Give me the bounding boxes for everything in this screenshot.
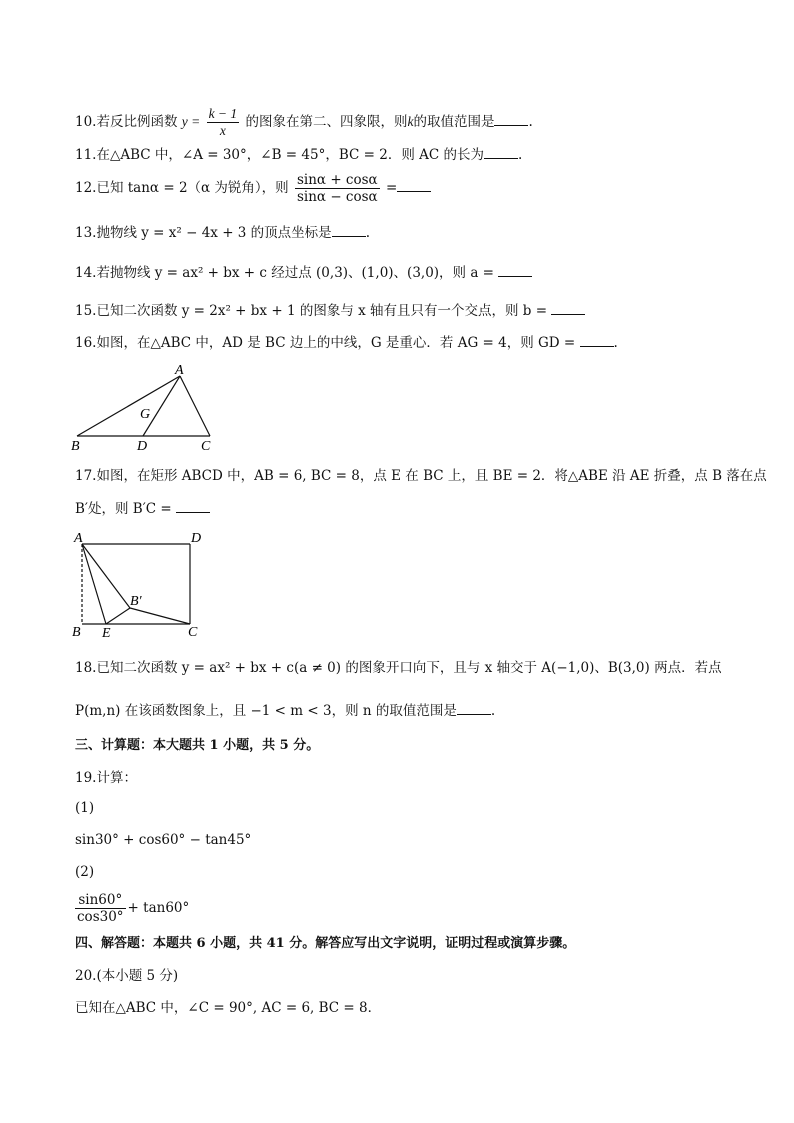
q12-fraction bbox=[295, 172, 380, 205]
q19-part-2-expression bbox=[75, 892, 189, 925]
q20-title: 20.(本小题 5 分) bbox=[75, 968, 179, 984]
q13-end: . bbox=[365, 225, 370, 241]
question-11 bbox=[75, 144, 522, 165]
q10-text-post: 的取值范围是 bbox=[413, 114, 495, 130]
q10-variable: k bbox=[407, 114, 414, 129]
fig16-median-ad bbox=[143, 376, 180, 436]
question-18-line-1 bbox=[75, 658, 722, 678]
question-16 bbox=[75, 332, 618, 353]
q15-text: 15.已知二次函数 y = 2x² + bx + 1 的图象与 x 轴有且只有一个交点，则 b = bbox=[75, 303, 548, 319]
q10-fraction bbox=[207, 106, 240, 139]
q10-text: 10.若反比例函数 bbox=[75, 114, 178, 130]
q12-denominator: sinα − cosα bbox=[296, 189, 378, 205]
q10-answer-blank[interactable] bbox=[494, 111, 528, 126]
q10-text-mid: 的图象在第二、四象限，则 bbox=[245, 114, 408, 130]
q19-part-1-label: (1) bbox=[75, 800, 95, 816]
q10-numerator: k − 1 bbox=[208, 106, 238, 121]
fig16-label-d: D bbox=[137, 439, 148, 454]
q13-answer-blank[interactable] bbox=[332, 222, 366, 237]
question-13 bbox=[75, 222, 370, 243]
q14-text: 14.若抛物线 y = ax² + bx + c 经过点 (0,3)、(1,0)、(3,0)，则 a = bbox=[75, 265, 494, 281]
fig17-label-d: D bbox=[191, 531, 202, 546]
q18-answer-blank[interactable] bbox=[457, 700, 491, 715]
q19-tail: + tan60° bbox=[127, 900, 190, 916]
section-4-heading: 四、解答题：本题共 6 小题，共 41 分。解答应写出文字说明，证明过程或演算步骤。 bbox=[75, 936, 576, 951]
q18-end: . bbox=[490, 703, 496, 719]
q17-text: 17.如图，在矩形 ABCD 中，AB = 6, BC = 8，点 E 在 BC 上，且 BE = 2．将△ABE 沿 AE 折叠，点 B 落在点 bbox=[75, 468, 767, 484]
q11-text: 11.在△ABC 中，∠A = 30°，∠B = 45°，BC = 2．则 AC 的长为 bbox=[75, 147, 484, 163]
q12-text: 12.已知 tanα = 2（α 为锐角），则 bbox=[75, 180, 289, 196]
fig17-line-ab-prime bbox=[82, 544, 130, 608]
q14-answer-blank[interactable] bbox=[498, 262, 532, 277]
q11-answer-blank[interactable] bbox=[484, 144, 518, 159]
q19-part-2-label: (2) bbox=[75, 864, 95, 880]
fig17-line-b-prime-c bbox=[130, 608, 190, 624]
question-18-line-2 bbox=[75, 700, 495, 721]
fig16-label-c: C bbox=[201, 439, 211, 454]
fig16-label-g: G bbox=[140, 407, 151, 422]
fig16-label-a: A bbox=[175, 363, 184, 378]
question-12 bbox=[75, 172, 431, 205]
q18-text-2: P(m,n) 在该函数图象上，且 −1 < m < 3，则 n 的取值范围是 bbox=[75, 703, 457, 719]
question-17-line-1 bbox=[75, 466, 767, 486]
fig17-label-a: A bbox=[74, 531, 83, 546]
question-10 bbox=[75, 106, 533, 139]
q19-numerator: sin60° bbox=[75, 892, 126, 909]
q10-end: . bbox=[528, 114, 533, 130]
q12-equals: = bbox=[385, 180, 398, 196]
fig17-label-b: B bbox=[72, 625, 81, 640]
question-15 bbox=[75, 300, 585, 321]
fig17-label-c: C bbox=[188, 625, 198, 640]
q17-text-2: B′处，则 B′C = bbox=[75, 501, 172, 517]
q16-text: 16.如图，在△ABC 中，AD 是 BC 边上的中线，G 是重心．若 AG = 4，则 GD = bbox=[75, 335, 576, 351]
q10-function: y = bbox=[181, 114, 201, 129]
q15-answer-blank[interactable] bbox=[551, 300, 585, 315]
q18-text: 18.已知二次函数 y = ax² + bx + c(a ≠ 0) 的图象开口向下，且与 x 轴交于 A(−1,0)、B(3,0) 两点．若点 bbox=[75, 660, 722, 676]
q17-answer-blank[interactable] bbox=[176, 498, 210, 513]
question-14 bbox=[75, 262, 532, 283]
q19-part-1-expression: sin30° + cos60° − tan45° bbox=[75, 832, 252, 848]
q16-answer-blank[interactable] bbox=[580, 332, 614, 347]
q19-fraction bbox=[75, 892, 126, 925]
fig17-line-eb-prime bbox=[106, 608, 130, 624]
q11-end: . bbox=[517, 147, 523, 163]
q20-text: 已知在△ABC 中，∠C = 90°, AC = 6, BC = 8． bbox=[75, 1000, 382, 1016]
q19-title: 19.计算： bbox=[75, 770, 137, 786]
q19-denominator: cos30° bbox=[77, 909, 124, 925]
q12-answer-blank[interactable] bbox=[397, 177, 431, 192]
figure-16-triangle bbox=[65, 360, 225, 455]
q10-denominator: x bbox=[219, 123, 226, 138]
q16-end: . bbox=[613, 335, 618, 351]
fig16-label-b: B bbox=[71, 439, 80, 454]
fig17-label-e: E bbox=[102, 626, 111, 640]
section-3-heading: 三、计算题：本大题共 1 小题，共 5 分。 bbox=[75, 738, 320, 753]
fig17-label-b-prime: B′ bbox=[130, 594, 142, 609]
fig17-line-ae bbox=[82, 544, 106, 624]
figure-17-rectangle bbox=[68, 528, 218, 640]
question-17-line-2 bbox=[75, 498, 210, 519]
fig16-side-ac bbox=[180, 376, 210, 436]
q12-numerator: sinα + cosα bbox=[296, 172, 378, 188]
fig16-side-ab bbox=[77, 376, 180, 436]
q13-text: 13.抛物线 y = x² − 4x + 3 的顶点坐标是 bbox=[75, 225, 332, 241]
